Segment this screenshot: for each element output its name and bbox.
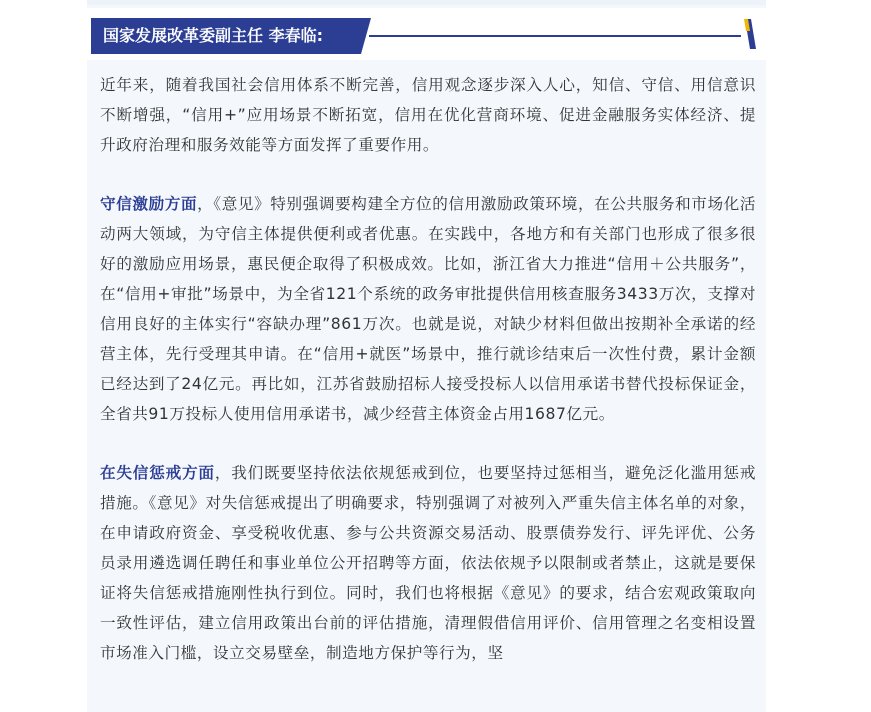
article-column [87,0,766,712]
section-title: 国家发展改革委副主任 李春临: [91,18,361,54]
top-strip [87,0,766,5]
section-header [87,8,766,60]
corner-flag-icon [744,19,756,49]
paragraph-incentive [100,189,756,429]
header-divider-line [369,35,741,37]
paragraph-intro [100,70,756,160]
paragraph-punishment [100,458,756,668]
article-body [100,70,756,697]
paragraph-text: 近年来，随着我国社会信用体系不断完善，信用观念逐步深入人心，知信、守信、用信意识不断增强，“信用+”应用场景不断拓宽，信用在优化营商环境、促进金融服务实体经济、提升政府治理和服务效能等方面发挥了重要作用。 [100,76,756,154]
paragraph-text: ，我们既要坚持依法依规惩戒到位，也要坚持过惩相当，避免泛化滥用惩戒措施。《意见》对失信惩戒提出了明确要求，特别强调了对被列入严重失信主体名单的对象，在申请政府资金、享受税收优惠、参与公共资源交易活动、股票债券发行、评先评优、公务员录用遴选调任聘任和事业单位公开招聘等方面，依法依规予以限制或者禁止，这就是要保证将失信惩戒措施刚性执行到位。同时，我们也将根据《意见》的要求，结合宏观政策取向一致性评估，建立信用政策出台前的评估措施，清理假借信用评价、信用管理之名变相设置市场准入门槛，设立交易壁垒，制造地方保护等行为，坚 [100,464,756,662]
paragraph-text: ，《意见》特别强调要构建全方位的信用激励政策环境，在公共服务和市场化活动两大领域，为守信主体提供便利或者优惠。在实践中，各地方和有关部门也形成了很多很好的激励应用场景，惠民便企取得了积极成效。比如，浙江省大力推进“信用＋公共服务”，在“信用+审批”场景中，为全省121个系统的政务审批提供信用核查服务3433万次，支撑对信用良好的主体实行“容缺办理”861万次。也就是说，对缺少材料但做出按期补全承诺的经营主体，先行受理其申请。在“信用+就医”场景中，推行就诊结束后一次性付费，累计金额已经达到了24亿元。再比如，江苏省鼓励招标人接受投标人以信用承诺书替代投标保证金，全省共91万投标人使用信用承诺书，减少经营主体资金占用1687亿元。 [100,195,756,423]
paragraph-lead: 守信激励方面 [100,195,198,213]
paragraph-lead: 在失信惩戒方面 [100,464,215,482]
